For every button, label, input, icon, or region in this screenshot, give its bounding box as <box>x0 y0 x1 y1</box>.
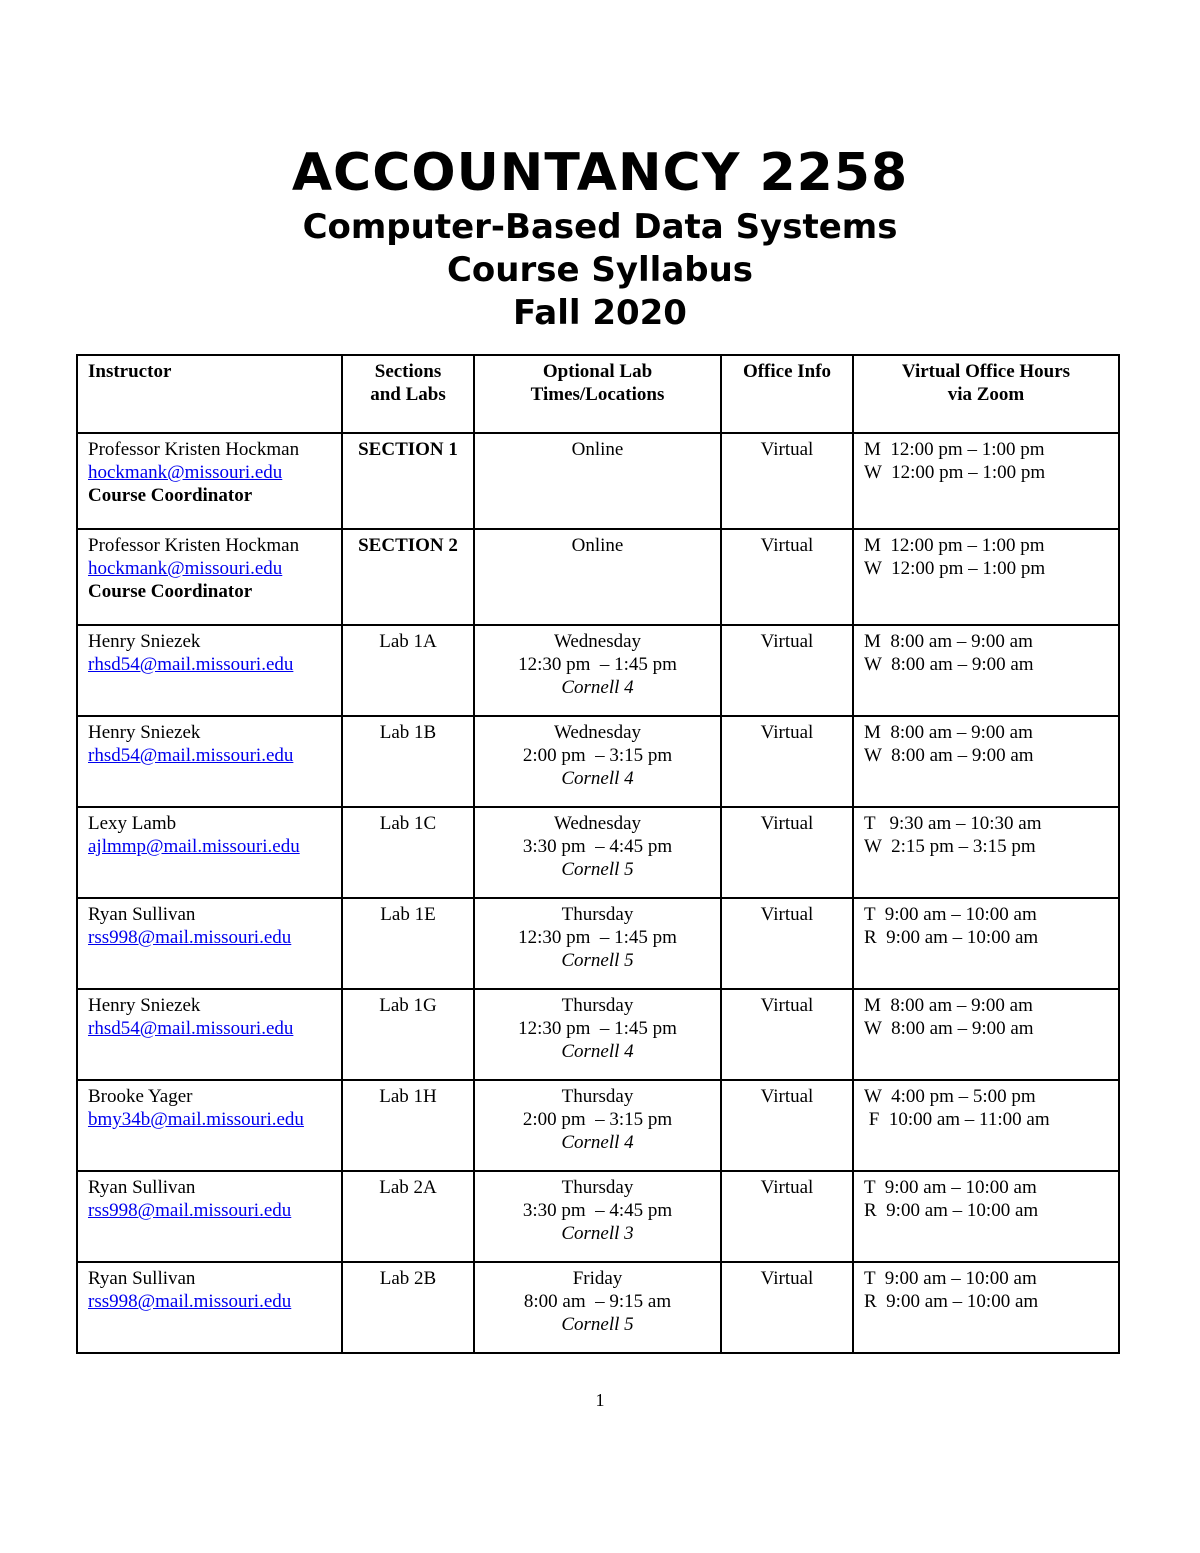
instructor-role: Course Coordinator <box>88 485 253 506</box>
instructor-role: Course Coordinator <box>88 581 253 602</box>
lab-time: 2:00 pm – 3:15 pm <box>522 1109 673 1130</box>
office-hours-cell <box>853 807 1119 898</box>
lab-day: Wednesday <box>553 722 642 743</box>
lab-time: 3:30 pm – 4:45 pm <box>522 836 673 857</box>
office-info-cell: Virtual <box>721 1262 853 1353</box>
office-hours-line: R 9:00 am – 10:00 am <box>864 1200 1039 1221</box>
lab-cell <box>474 625 721 716</box>
office-info-cell: Virtual <box>721 898 853 989</box>
lab-time: 12:30 pm – 1:45 pm <box>518 927 677 948</box>
lab-room: Cornell 4 <box>561 768 634 789</box>
instructor-name: Ryan Sullivan <box>88 1268 196 1289</box>
table-header-row <box>77 355 1119 433</box>
lab-day: Friday <box>572 1268 623 1289</box>
section-cell: Lab 1B <box>342 716 474 807</box>
instructor-name: Brooke Yager <box>88 1086 193 1107</box>
instructor-name: Henry Sniezek <box>88 722 201 743</box>
instructor-email-link[interactable]: rss998@mail.missouri.edu <box>88 1291 292 1312</box>
office-info-cell: Virtual <box>721 1080 853 1171</box>
column-header-sections-line1: Sections <box>374 361 442 382</box>
instructor-name: Professor Kristen Hockman <box>88 439 300 460</box>
office-hours-line: W 4:00 pm – 5:00 pm <box>864 1086 1036 1107</box>
column-header-office-info: Office Info <box>721 355 853 433</box>
instructor-name: Professor Kristen Hockman <box>88 535 300 556</box>
lab-room: Cornell 5 <box>561 1314 634 1335</box>
course-title: ACCOUNTANCY 2258 <box>291 143 909 203</box>
office-hours-line: M 8:00 am – 9:00 am <box>864 995 1033 1016</box>
lab-time: 3:30 pm – 4:45 pm <box>522 1200 673 1221</box>
office-info-cell: Virtual <box>721 529 853 625</box>
office-info-cell: Virtual <box>721 433 853 529</box>
table-row <box>77 625 1119 716</box>
table-row <box>77 1080 1119 1171</box>
office-hours-cell <box>853 716 1119 807</box>
instructor-cell <box>77 807 342 898</box>
lab-day: Thursday <box>561 995 634 1016</box>
lab-cell <box>474 898 721 989</box>
office-hours-line: F 10:00 am – 11:00 am <box>864 1109 1050 1130</box>
office-hours-cell <box>853 625 1119 716</box>
lab-time: 12:30 pm – 1:45 pm <box>518 654 677 675</box>
instructor-name: Henry Sniezek <box>88 631 201 652</box>
instructor-cell <box>77 1262 342 1353</box>
lab-room: Cornell 3 <box>561 1223 634 1244</box>
instructor-email-link[interactable]: bmy34b@mail.missouri.edu <box>88 1109 304 1130</box>
office-hours-line: M 8:00 am – 9:00 am <box>864 631 1033 652</box>
table-row <box>77 989 1119 1080</box>
column-header-hours-line2: via Zoom <box>947 384 1025 405</box>
section-cell: Lab 1C <box>342 807 474 898</box>
term: Fall 2020 <box>513 293 687 333</box>
lab-room: Cornell 4 <box>561 1041 634 1062</box>
instructor-email-link[interactable]: rhsd54@mail.missouri.edu <box>88 654 294 675</box>
section-cell: Lab 2A <box>342 1171 474 1262</box>
lab-room: Cornell 4 <box>561 677 634 698</box>
section-cell: SECTION 2 <box>342 529 474 625</box>
instructor-cell <box>77 716 342 807</box>
instructor-name: Ryan Sullivan <box>88 904 196 925</box>
office-hours-cell <box>853 1171 1119 1262</box>
lab-cell <box>474 1171 721 1262</box>
lab-day: Thursday <box>561 1086 634 1107</box>
instructor-name: Ryan Sullivan <box>88 1177 196 1198</box>
lab-cell <box>474 1262 721 1353</box>
lab-time: 2:00 pm – 3:15 pm <box>522 745 673 766</box>
column-header-lab-times <box>474 355 721 433</box>
instructor-email-link[interactable]: ajlmmp@mail.missouri.edu <box>88 836 300 857</box>
office-hours-cell <box>853 1080 1119 1171</box>
section-cell: Lab 1G <box>342 989 474 1080</box>
course-subtitle: Computer-Based Data Systems <box>302 207 898 247</box>
column-header-hours-line1: Virtual Office Hours <box>901 361 1071 382</box>
instructor-cell <box>77 625 342 716</box>
office-hours-line: M 8:00 am – 9:00 am <box>864 722 1033 743</box>
lab-time: 8:00 am – 9:15 am <box>523 1291 672 1312</box>
office-hours-cell <box>853 1262 1119 1353</box>
section-cell: SECTION 1 <box>342 433 474 529</box>
section-cell: Lab 1E <box>342 898 474 989</box>
instructor-cell <box>77 898 342 989</box>
lab-cell: Online <box>474 433 721 529</box>
instructor-cell <box>77 1080 342 1171</box>
table-row <box>77 1171 1119 1262</box>
page-number: 1 <box>595 1390 605 1410</box>
office-hours-line: R 9:00 am – 10:00 am <box>864 1291 1039 1312</box>
document-header <box>0 140 1200 335</box>
lab-room: Cornell 5 <box>561 950 634 971</box>
instructor-email-link[interactable]: rhsd54@mail.missouri.edu <box>88 1018 294 1039</box>
instructor-email-link[interactable]: rhsd54@mail.missouri.edu <box>88 745 294 766</box>
lab-cell <box>474 716 721 807</box>
instructor-cell <box>77 989 342 1080</box>
lab-time: 12:30 pm – 1:45 pm <box>518 1018 677 1039</box>
office-hours-line: R 9:00 am – 10:00 am <box>864 927 1039 948</box>
column-header-instructor: Instructor <box>77 355 342 433</box>
office-hours-cell <box>853 989 1119 1080</box>
column-header-lab-line2: Times/Locations <box>530 384 665 405</box>
instructor-email-link[interactable]: hockmank@missouri.edu <box>88 558 283 579</box>
office-hours-line: T 9:30 am – 10:30 am <box>864 813 1042 834</box>
column-header-sections-line2: and Labs <box>370 384 446 405</box>
office-hours-line: T 9:00 am – 10:00 am <box>864 1177 1037 1198</box>
office-hours-line: T 9:00 am – 10:00 am <box>864 1268 1037 1289</box>
office-info-cell: Virtual <box>721 807 853 898</box>
lab-day: Wednesday <box>553 631 642 652</box>
schedule-table <box>76 354 1120 1354</box>
office-info-cell: Virtual <box>721 625 853 716</box>
office-hours-line: T 9:00 am – 10:00 am <box>864 904 1037 925</box>
office-hours-line: W 2:15 pm – 3:15 pm <box>864 836 1036 857</box>
lab-cell <box>474 1080 721 1171</box>
office-info-cell: Virtual <box>721 989 853 1080</box>
office-hours-cell <box>853 529 1119 625</box>
instructor-cell <box>77 1171 342 1262</box>
table-row <box>77 807 1119 898</box>
office-hours-line: W 8:00 am – 9:00 am <box>864 654 1034 675</box>
table-row <box>77 433 1119 529</box>
lab-cell <box>474 807 721 898</box>
instructor-cell <box>77 433 342 529</box>
instructor-email-link[interactable]: hockmank@missouri.edu <box>88 462 283 483</box>
table-row <box>77 716 1119 807</box>
office-hours-line: M 12:00 pm – 1:00 pm <box>864 535 1045 556</box>
column-header-lab-line1: Optional Lab <box>542 361 653 382</box>
office-hours-cell <box>853 898 1119 989</box>
office-hours-line: W 8:00 am – 9:00 am <box>864 745 1034 766</box>
lab-cell <box>474 989 721 1080</box>
instructor-email-link[interactable]: rss998@mail.missouri.edu <box>88 1200 292 1221</box>
section-cell: Lab 1A <box>342 625 474 716</box>
lab-cell: Online <box>474 529 721 625</box>
lab-room: Cornell 4 <box>561 1132 634 1153</box>
section-cell: Lab 1H <box>342 1080 474 1171</box>
lab-day: Thursday <box>561 904 634 925</box>
lab-room: Cornell 5 <box>561 859 634 880</box>
office-hours-line: M 12:00 pm – 1:00 pm <box>864 439 1045 460</box>
lab-day: Thursday <box>561 1177 634 1198</box>
instructor-name: Henry Sniezek <box>88 995 201 1016</box>
column-header-office-hours <box>853 355 1119 433</box>
office-info-cell: Virtual <box>721 716 853 807</box>
office-info-cell: Virtual <box>721 1171 853 1262</box>
office-hours-line: W 12:00 pm – 1:00 pm <box>864 558 1046 579</box>
office-hours-line: W 8:00 am – 9:00 am <box>864 1018 1034 1039</box>
section-cell: Lab 2B <box>342 1262 474 1353</box>
table-row <box>77 529 1119 625</box>
column-header-sections <box>342 355 474 433</box>
table-row <box>77 1262 1119 1353</box>
office-hours-line: W 12:00 pm – 1:00 pm <box>864 462 1046 483</box>
instructor-cell <box>77 529 342 625</box>
instructor-name: Lexy Lamb <box>88 813 177 834</box>
document-type: Course Syllabus <box>446 250 754 290</box>
office-hours-cell <box>853 433 1119 529</box>
lab-day: Wednesday <box>553 813 642 834</box>
instructor-email-link[interactable]: rss998@mail.missouri.edu <box>88 927 292 948</box>
table-row <box>77 898 1119 989</box>
